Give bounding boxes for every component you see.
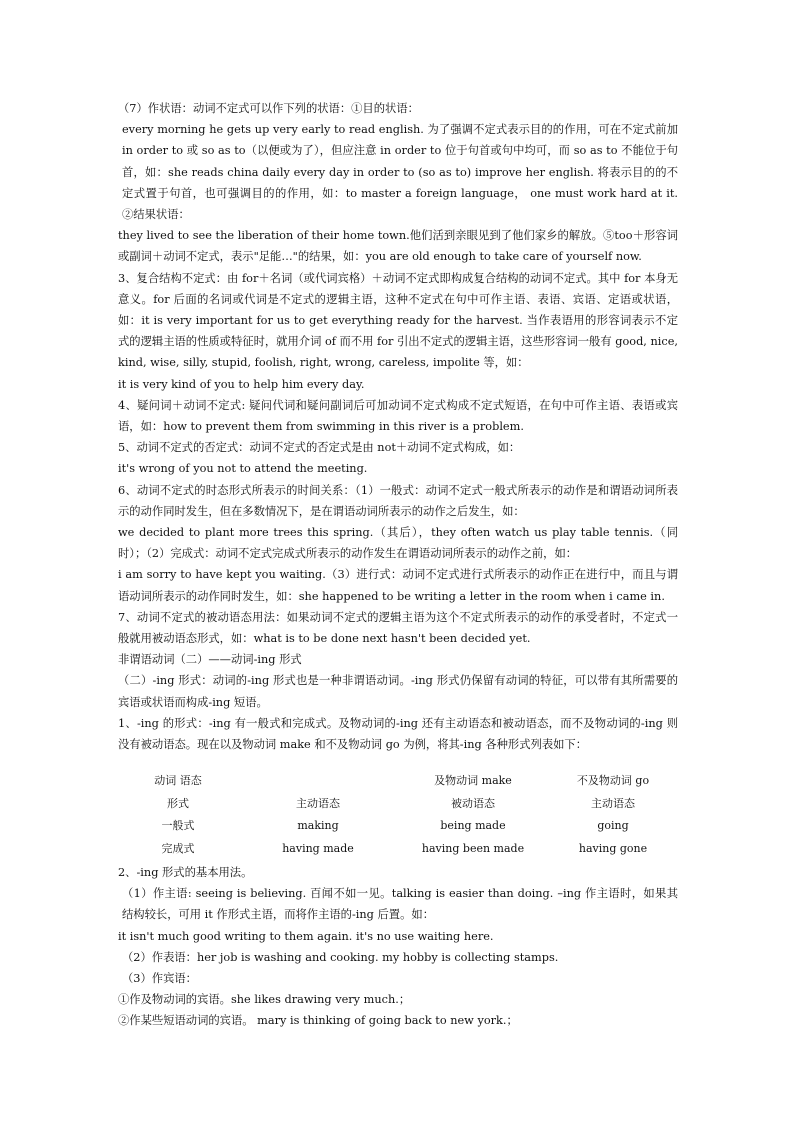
table-cell: having been made (421, 842, 525, 856)
table-header-cell: 主动语态 (591, 796, 635, 810)
paragraph-tense-examples: we decided to plant more trees this spring.（其后），they often watch us play table tennis.（同时）；（2）完成式：动词不定式完成式所表示的动作发生在谓语动词所表示的动作之前，如： (118, 526, 678, 561)
table-header-cell: 不及物动词 go (576, 774, 650, 788)
table-row (118, 815, 678, 838)
table-header-cell (238, 769, 398, 792)
list-item: ①作及物动词的宾语。she likes drawing very much.； (118, 993, 411, 1007)
paragraph-result-adverbial: they lived to see the liberation of their home town.他们活到亲眼见到了他们家乡的解放。⑤too＋形容词或副词＋动词不定式，表示"足能…"的结果，如：you are old enough to take care of yourself now. (118, 229, 678, 264)
paragraph-ing-predicative: （2）作表语：her job is washing and cooking. my hobby is collecting stamps. (122, 950, 559, 964)
table-header-cell: 被动语态 (451, 796, 495, 810)
paragraph-complex-infinitive: 3、复合结构不定式：由 for＋名词（或代词宾格）＋动词不定式即构成复合结构的动词不定式。其中 for 本身无意义。for 后面的名词或代词是不定式的逻辑主语，这种不定式在句中可作主语、表语、宾语、定语或状语，如：it is very important for us to get everything ready for the harvest. 当作表语用的形容词表示不定式的逻辑主语的性质或特征时，就用介词 of 而不用 for 引出不定式的逻辑主语，这些形容词一般有 good, nice, kind, wise, silly, stupid, foolish, right, wrong, careless, impolite 等，如： (118, 271, 678, 370)
example-sentence: it isn't much good writing to them again. it's no use waiting here. (118, 929, 494, 943)
paragraph-ing-object-heading: （3）作宾语： (122, 972, 197, 986)
list-item: ②作某些短语动词的宾语。 mary is thinking of going back to new york.； (118, 1014, 518, 1028)
paragraph-ing-forms: 1、-ing 的形式：-ing 有一般式和完成式。及物动词的-ing 还有主动语态和被动语态，而不及物动词的-ing 则没有被动语态。现在以及物动词 make 和不及物动词 go 为例，将其-ing 各种形式列表如下： (118, 716, 678, 752)
ing-forms-table (118, 769, 678, 860)
table-cell: making (297, 819, 339, 833)
table-cell: going (597, 819, 629, 833)
paragraph-tense-forms: 6、动词不定式的时态形式所表示的时间关系：（1）一般式：动词不定式一般式所表示的动作是和谓语动词所表示的动作同时发生，但在多数情况下，是在谓语动词所表示的动作之后发生，如： (118, 483, 678, 518)
paragraph-progressive-infinitive: i am sorry to have kept you waiting.（3）进行式：动词不定式进行式所表示的动作正在进行中，而且与谓语动词所表示的动作同时发生，如：she happened to be writing a letter in the room when i came in. (118, 568, 678, 603)
paragraph-question-word-infinitive: 4、疑问词＋动词不定式: 疑问代词和疑问副词后可加动词不定式构成不定式短语，在句中可作主语、表语或宾语，如：how to prevent them from swimming in this river is a problem. (118, 398, 678, 434)
paragraph-adverbial-heading: （7）作状语：动词不定式可以作下列的状语：①目的状语： (118, 102, 419, 115)
table-header-cell: 动词 语态 (154, 774, 202, 788)
table-header-row (118, 769, 678, 792)
table-row (118, 837, 678, 860)
paragraph-ing-intro: （二）-ing 形式：动词的-ing 形式也是一种非谓语动词。-ing 形式仍保留有动词的特征，可以带有其所需要的宾语或状语而构成-ing 短语。 (118, 674, 678, 709)
table-cell: 完成式 (161, 842, 195, 856)
table-cell: having made (282, 842, 354, 856)
section-heading: 非谓语动词（二）——动词-ing 形式 (118, 653, 302, 667)
table-cell: 一般式 (161, 819, 195, 833)
example-sentence: it's wrong of you not to attend the meeting. (118, 462, 368, 476)
table-cell: being made (440, 819, 506, 833)
section-heading: 2、-ing 形式的基本用法。 (118, 866, 253, 880)
table-header-cell: 形式 (167, 796, 189, 810)
paragraph-passive-infinitive: 7、动词不定式的被动语态用法：如果动词不定式的逻辑主语为这个不定式所表示的动作的承受者时，不定式一般就用被动语态形式，如：what is to be done next hasn't been decided yet. (118, 610, 678, 646)
table-cell: having gone (578, 842, 648, 856)
paragraph-negative-infinitive: 5、动词不定式的否定式：动词不定式的否定式是由 not＋动词不定式构成，如： (118, 441, 521, 455)
table-header-cell: 主动语态 (296, 796, 340, 810)
table-header-cell: 及物动词 make (434, 774, 512, 788)
paragraph-ing-subject: （1）作主语: seeing is believing. 百闻不如一见。talking is easier than doing. –ing 作主语时，如果其结构较长，可用 it 作形式主语，而将作主语的-ing 后置。如： (122, 887, 678, 922)
document-body (118, 98, 678, 1032)
example-sentence: it is very kind of you to help him every day. (118, 377, 365, 391)
table-header-row (118, 792, 678, 815)
paragraph-purpose-adverbial: every morning he gets up very early to read english. 为了强调不定式表示目的的作用，可在不定式前加 in order to 或 so as to（以便或为了），但应注意 in order to 位于句首或句中均可，而 so as to 不能位于句首，如：she reads china daily every day in order to (so as to) improve her english. 将表示目的的不定式置于句首，也可强调目的的作用，如：to master a foreign language， one must work hard at it. ②结果状语： (122, 123, 678, 222)
